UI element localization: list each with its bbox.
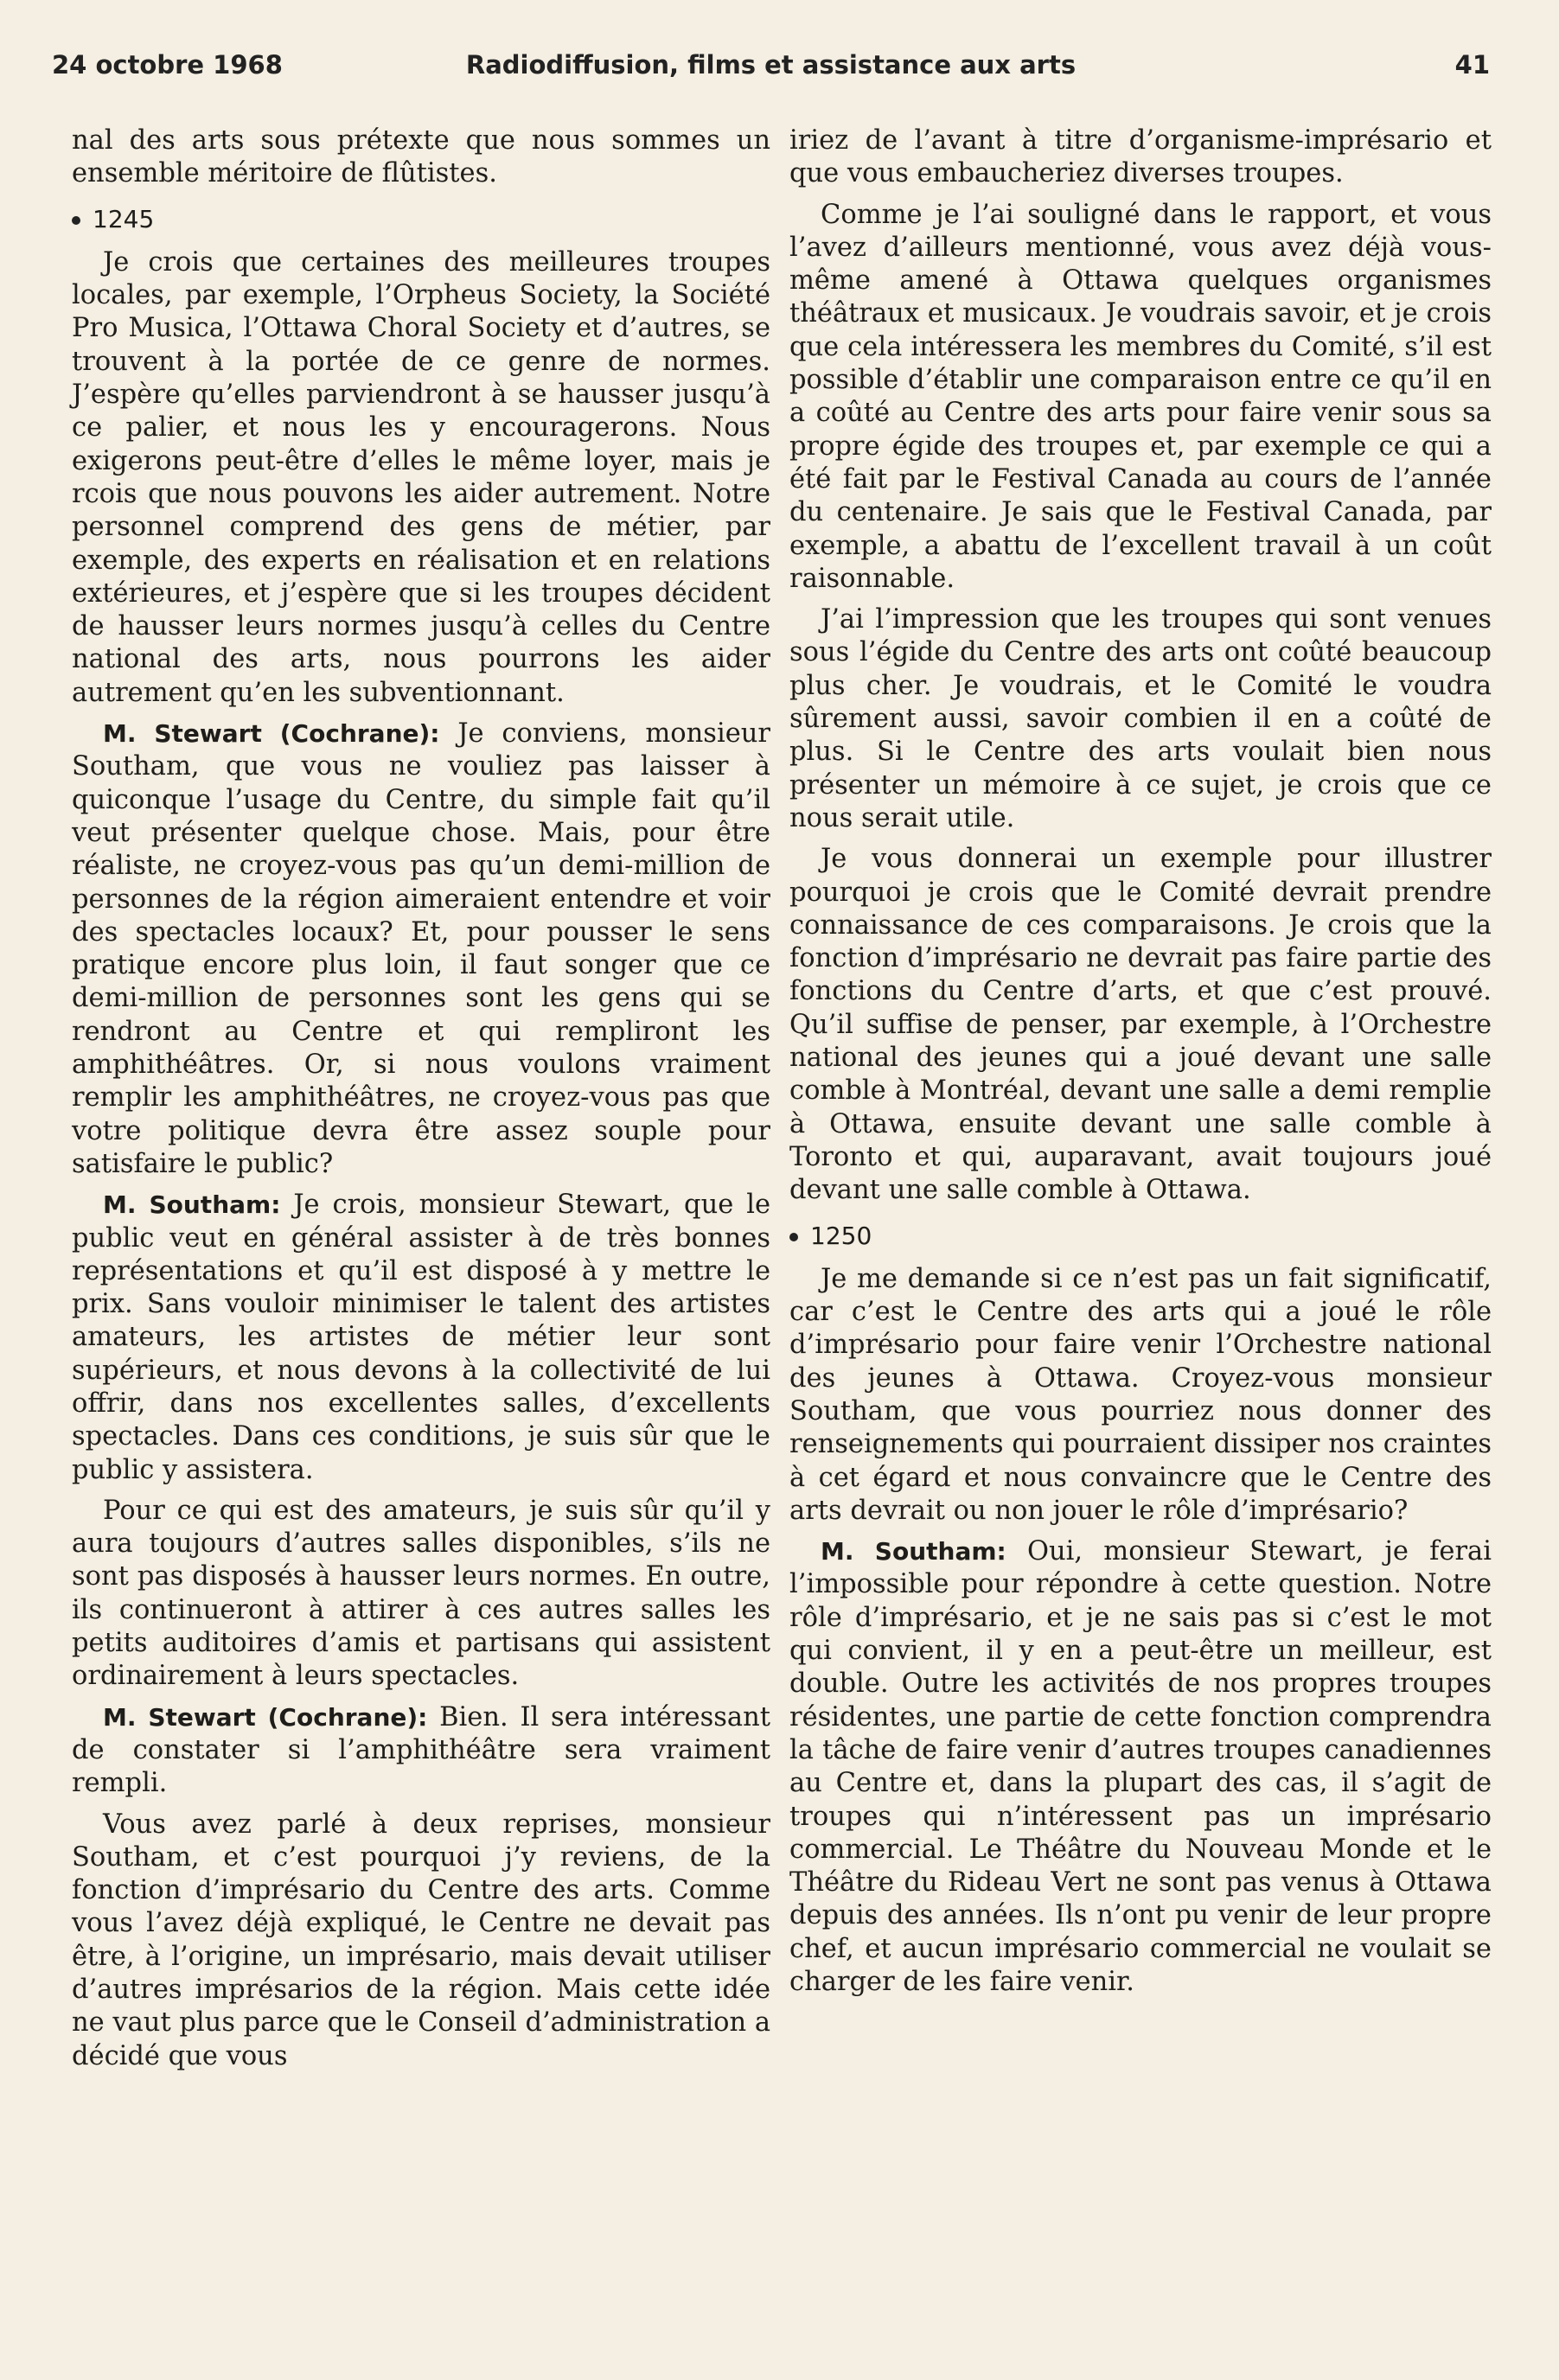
speaker-name: M. Southam: [103,1190,281,1220]
paragraph: Pour ce qui est des amateurs, je suis sûr qu’il y aura toujours d’autres salles disponibles, s’ils ne sont pas disposés à hausser leurs normes. En outre, ils continueront à attirer à ces autres salles les petits auditoires d’amis et partisans qui assistent ordinairement à leurs spectacles. [72,1495,770,1692]
time-marker-label: 1245 [93,204,155,233]
paragraph: J’ai l’impression que les troupes qui sont venues sous l’égide du Centre des arts ont coûté beaucoup plus cher. Je voudrais, et le Comité le voudra sûrement aussi, savoir combien il en a coûté de plus. Si le Centre des arts voulait bien nous présenter un mémoire à ce sujet, je crois que ce nous serait utile. [789,604,1492,833]
paragraph [789,1535,1492,1999]
bullet-icon [789,1233,798,1241]
page-number: 41 [1454,50,1490,80]
speaker-name: M. Stewart (Cochrane): [103,1702,428,1732]
paragraph: Je vous donnerai un exemple pour illustrer pourquoi je crois que le Comité devrait prendre connaissance de ces comparaisons. Je crois que la fonction d’imprésario ne devrait pas faire partie des fonctions du Centre d’arts, et que c’est prouvé. Qu’il suffise de penser, par exemple, à l’Orchestre national des jeunes qui a joué devant une salle comble à Montréal, devant une salle a demi remplie à Ottawa, ensuite devant une salle comble à Toronto et qui, auparavant, avait toujours joué devant une salle comble à Ottawa. [789,844,1492,1206]
paragraph: Je me demande si ce n’est pas un fait significatif, car c’est le Centre des arts qui a joué le rôle d’imprésario pour faire venir l’Orchestre national des jeunes à Ottawa. Croyez-vous monsieur Southam, que vous pourriez nous donner des renseignements qui pourraient dissiper nos craintes à cet égard et nous convaincre que le Centre des arts devrait ou non jouer le rôle d’imprésario? [789,1263,1492,1526]
bullet-icon [72,216,80,225]
right-column [789,124,1492,2007]
time-marker [72,203,770,236]
paragraph [72,1701,770,1801]
paragraph [72,1189,770,1487]
paragraph: Vous avez parlé à deux reprises, monsieur Southam, et c’est pourquoi j’y reviens, de la fonction d’imprésario du Centre des arts. Comme vous l’avez déjà expliqué, le Centre ne devait pas être, à l’origine, un imprésario, mais devait utiliser d’autres imprésarios de la région. Mais cette idée ne vaut plus parce que le Conseil d’administration a décidé que vous [72,1809,771,2071]
paragraph-text: Oui, monsieur Stewart, je ferai l’impossible pour répondre à cette question. Notre rôle d’imprésario, et je ne sais pas si c’est le mot qui convient, il y en a peut-être un meilleur, est double. Outre les activités de nos propres troupes résidentes, une partie de cette fonction comprendra la tâche de faire venir d’autres troupes canadiennes au Centre et, dans la plupart des cas, il s’agit de troupes qui n’intéressent pas un imprésario commercial. Le Théâtre du Nouveau Monde et le Théâtre du Rideau Vert ne sont pas venus à Ottawa depuis des années. Ils n’ont pu venir de leur propre chef, et aucun imprésario commercial ne voulait se charger de les faire venir. [789,1536,1492,1998]
paragraph [72,718,770,1181]
paragraph: Comme je l’ai souligné dans le rapport, et vous l’avez d’ailleurs mentionné, vous avez déjà vous-même amené à Ottawa quelques organismes théâtraux et musicaux. Je voudrais savoir, et je crois que cela intéressera les membres du Comité, s’il est possible d’établir une comparaison entre ce qu’il en a coûté au Centre des arts pour faire venir sous sa propre égide des troupes et, par exemple ce qui a été fait par le Festival Canada au cours de l’année du centenaire. Je sais que le Festival Canada, par exemple, a abattu de l’excellent travail à un coût raisonnable. [789,199,1492,594]
speaker-name: M. Stewart (Cochrane): [103,719,440,749]
left-column [72,124,770,2081]
running-header [52,50,1490,85]
header-title: Radiodiffusion, films et assistance aux arts [465,50,1077,80]
paragraph-text: Je conviens, monsieur Southam, que vous ne vouliez pas laisser à quiconque l’usage du Centre, du simple fait qu’il veut présenter quelque chose. Mais, pour être réaliste, ne croyez-vous pas qu’un demi-million de personnes de la région aimeraient entendre et voir des spectacles locaux? Et, pour pousser le sens pratique encore plus loin, il faut songer que ce demi-million de personnes sont les gens qui se rendront au Centre et qui rempliront les amphithéâtres. Or, si nous voulons vraiment remplir les amphithéâtres, ne croyez-vous pas que votre politique devra être assez souple pour satisfaire le public? [72,718,770,1179]
header-date: 24 octobre 1968 [52,50,283,80]
time-marker-label: 1250 [810,1221,872,1250]
paragraph: nal des arts sous prétexte que nous sommes un ensemble méritoire de flûtistes. [72,125,770,189]
time-marker [789,1220,1492,1253]
speaker-name: M. Southam: [821,1537,1006,1566]
paragraph: Je crois que certaines des meilleures troupes locales, par exemple, l’Orpheus Society, la Société Pro Musica, l’Ottawa Choral Society et d’autres, se trouvent à la portée de ce genre de normes. J’espère qu’elles parviendront à se hausser jusqu’à ce palier, et nous les y encouragerons. Nous exigerons peut-être d’elles le même loyer, mais je rcois que nous pouvons les aider autrement. Notre personnel comprend des gens de métier, par exemple, des experts en réalisation et en relations extérieures, et j’espère que si les troupes décident de hausser leurs normes jusqu’à celles du Centre national des arts, nous pourrons les aider autrement qu’en les subventionnant. [72,246,770,708]
paragraph-text: Bien. Il sera intéressant de constater si l’amphithéâtre sera vraiment rempli. [72,1701,770,1799]
paragraph: iriez de l’avant à titre d’organisme-imprésario et que vous embaucheriez diverses troupes. [789,125,1492,189]
paragraph-text: Je crois, monsieur Stewart, que le public veut en général assister à de très bonnes représentations et qu’il est disposé à y mettre le prix. Sans vouloir minimiser le talent des artistes amateurs, les artistes de métier leur sont supérieurs, et nous devons à la collectivité de lui offrir, dans nos excellentes salles, d’excellents spectacles. Dans ces conditions, je suis sûr que le public y assistera. [72,1190,770,1485]
